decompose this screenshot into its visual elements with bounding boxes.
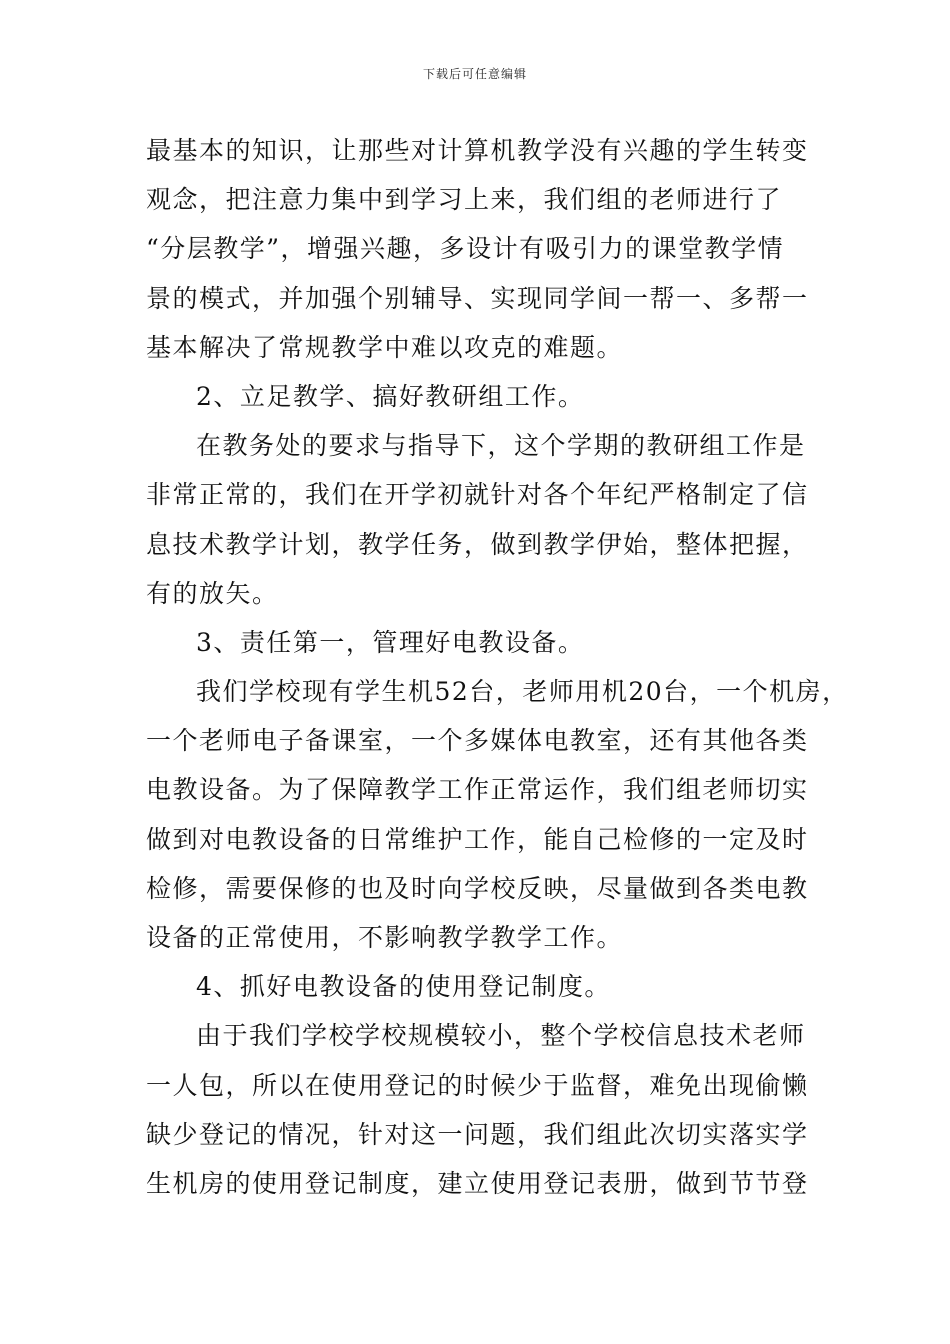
- paragraph-line: 观念，把注意力集中到学习上来，我们组的老师进行了: [146, 185, 783, 215]
- paragraph-line: 电教设备。为了保障教学工作正常运作，我们组老师切实: [146, 775, 809, 805]
- paragraph-line: 做到对电教设备的日常维护工作，能自己检修的一定及时: [146, 824, 809, 854]
- paragraph-line: 设备的正常使用，不影响教学教学工作。: [146, 923, 624, 952]
- section-heading: 3、责任第一，管理好电教设备。: [196, 627, 585, 657]
- paragraph-line: 基本解决了常规教学中难以攻克的难题。: [146, 332, 624, 362]
- paragraph-line: 我们学校现有学生机52台，老师用机20台，一个机房，: [196, 677, 849, 707]
- paragraph-line: 非常正常的，我们在开学初就针对各个年纪严格制定了信: [146, 480, 809, 510]
- section-heading: 4、抓好电教设备的使用登记制度。: [196, 972, 611, 1002]
- paragraph-line: 缺少登记的情况，针对这一问题，我们组此次切实落实学: [146, 1119, 809, 1149]
- paragraph-line: 息技术教学计划，教学任务，做到教学伊始，整体把握，: [146, 529, 809, 559]
- paragraph-line: 生机房的使用登记制度，建立使用登记表册，做到节节登: [146, 1168, 809, 1198]
- paragraph-line: 最基本的知识，让那些对计算机教学没有兴趣的学生转变: [146, 136, 809, 165]
- paragraph-line: 景的模式，并加强个别辅导、实现同学间一帮一、多帮一: [146, 283, 809, 313]
- paragraph-line: 在教务处的要求与指导下，这个学期的教研组工作是: [196, 431, 806, 461]
- paragraph-line: 由于我们学校学校规模较小，整个学校信息技术老师: [196, 1021, 806, 1051]
- paragraph-line: 一个老师电子备课室，一个多媒体电教室，还有其他各类: [146, 726, 809, 756]
- section-heading: 2、立足教学、搞好教研组工作。: [196, 381, 585, 411]
- body-text: [146, 126, 849, 1208]
- paragraph-line: 有的放矢。: [146, 578, 279, 608]
- paragraph-line: “分层教学”，增强兴趣，多设计有吸引力的课堂教学情: [146, 234, 785, 264]
- header-note: 下载后可任意编辑: [422, 67, 527, 81]
- paragraph-line: 检修，需要保修的也及时向学校反映，尽量做到各类电教: [146, 873, 809, 903]
- paragraph-line: 一人包，所以在使用登记的时候少于监督，难免出现偷懒: [146, 1070, 809, 1100]
